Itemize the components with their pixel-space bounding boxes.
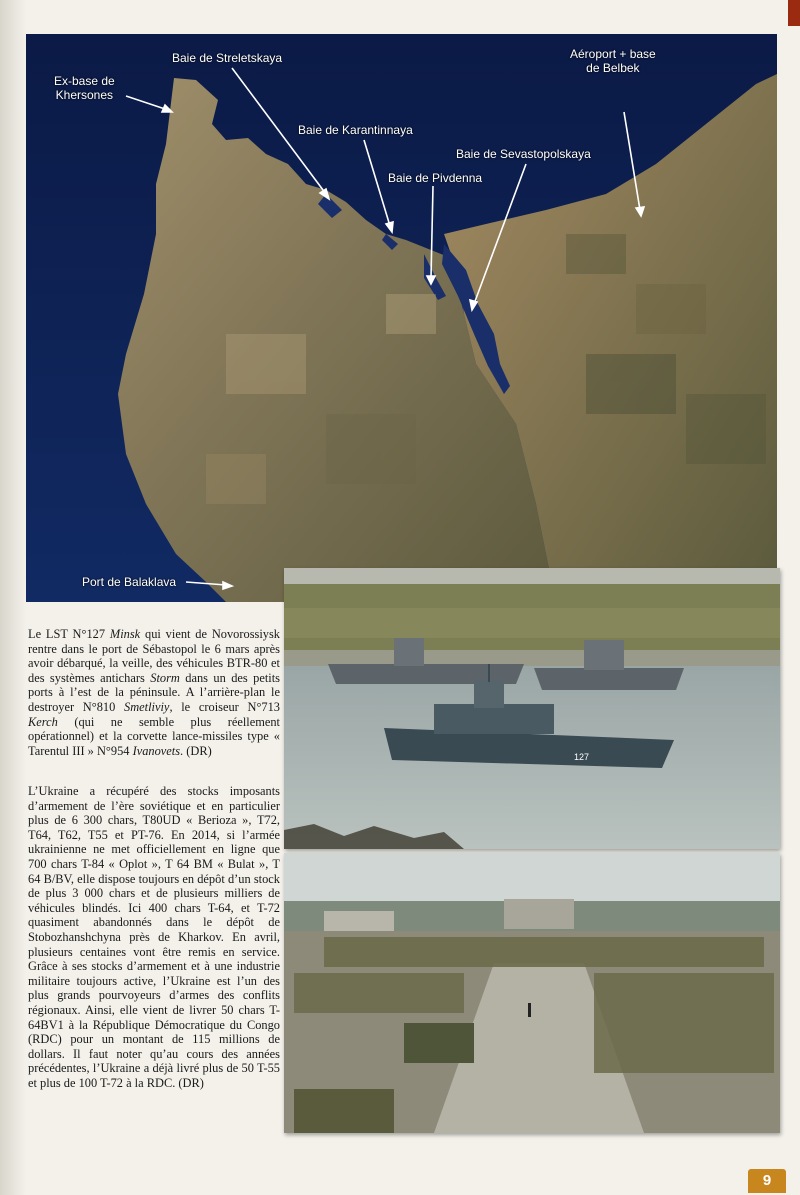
caption-system-storm: Storm <box>150 670 180 685</box>
caption-text-3: dans un des petits ports à l’est de la péninsule. A l’arrière-plan le destroyer N°810 <box>28 670 280 714</box>
caption-text-5: (qui ne semble plus réellement opérationnel) et la corvette lance-missiles type « Tarentul III » N°954 <box>28 714 280 758</box>
caption-text-2: qui vient de Novorossiysk rentre dans le port de Sébastopol le 6 mars après avoir débarqué, la veille, des véhicules BTR-80 et des systèmes antichars <box>28 627 280 685</box>
page-number: 9 <box>748 1169 786 1193</box>
caption-text-6: . (DR) <box>180 743 212 758</box>
corner-mark <box>788 0 800 26</box>
ship-photo-caption <box>28 627 280 758</box>
label-sevastopolskaya: Baie de Sevastopolskaya <box>456 147 591 161</box>
caption-ship-ivanovets: Ivanovets <box>132 743 181 758</box>
label-belbek: Aéroport + base de Belbek <box>570 47 656 75</box>
ship-photo <box>284 568 780 849</box>
aerial-map-sevastopol <box>26 34 777 602</box>
caption-text-4: , le croiseur N°713 <box>169 699 280 714</box>
map-image <box>26 34 777 602</box>
label-balaklava: Port de Balaklava <box>82 575 177 589</box>
tank-depot-image <box>284 853 780 1133</box>
label-streletskaya: Baie de Streletskaya <box>172 51 283 65</box>
tank-depot-caption: L’Ukraine a récupéré des stocks imposants d’armement de l’ère soviétique et en particulier plus de 6 300 chars, T80UD « Berioza », T72, T64, T62, T55 et PT-76. En 2014, si l’armée ukrainienne ne met officiellement en ligne que 700 chars T-84 « Oplot », T 64 BM « Bulat », T 64 B/BV, elle dispose toujours en dépôt d’un stock de plus 3 000 chars et de plusieurs milliers de véhicules blindés. Ici 400 chars T-64, et T-72 quasiment abandonnés dans le dépôt de Stobozhanshchyna près de Kharkov. En avril, plusieurs centaines vont être remis en service. Grâce à ses stocks d’armement et à une industrie militaire toujours active, l’Ukraine est l’un des plus grands pourvoyeurs d’armes des conflits régionaux. Ainsi, elle vient de livrer 50 chars T-64BV1 à la République Démocratique du Congo (RDC) pour un montant de 115 millions de dollars. Il faut noter qu’au cours des années précédentes, l’Ukraine a déjà livré plus de 50 T-55 et plus de 100 T-72 à la RDC. (DR) <box>28 784 280 1090</box>
hull-number: 127 <box>574 752 590 762</box>
caption-ship-minsk: Minsk <box>109 627 141 641</box>
ship-photo-image <box>284 568 780 849</box>
tank-depot-photo <box>284 853 780 1133</box>
label-karantinnaya: Baie de Karantinnaya <box>298 123 413 137</box>
label-pivdenna: Baie de Pivdenna <box>388 171 483 185</box>
caption-ship-kerch: Kerch <box>28 714 58 729</box>
label-khersones: Ex-base de Khersones <box>54 74 115 102</box>
page-edge-shadow <box>0 0 26 1195</box>
caption-ship-smetliviy: Smetliviy <box>124 699 170 714</box>
caption-text-1: Le LST N°127 <box>28 627 110 641</box>
